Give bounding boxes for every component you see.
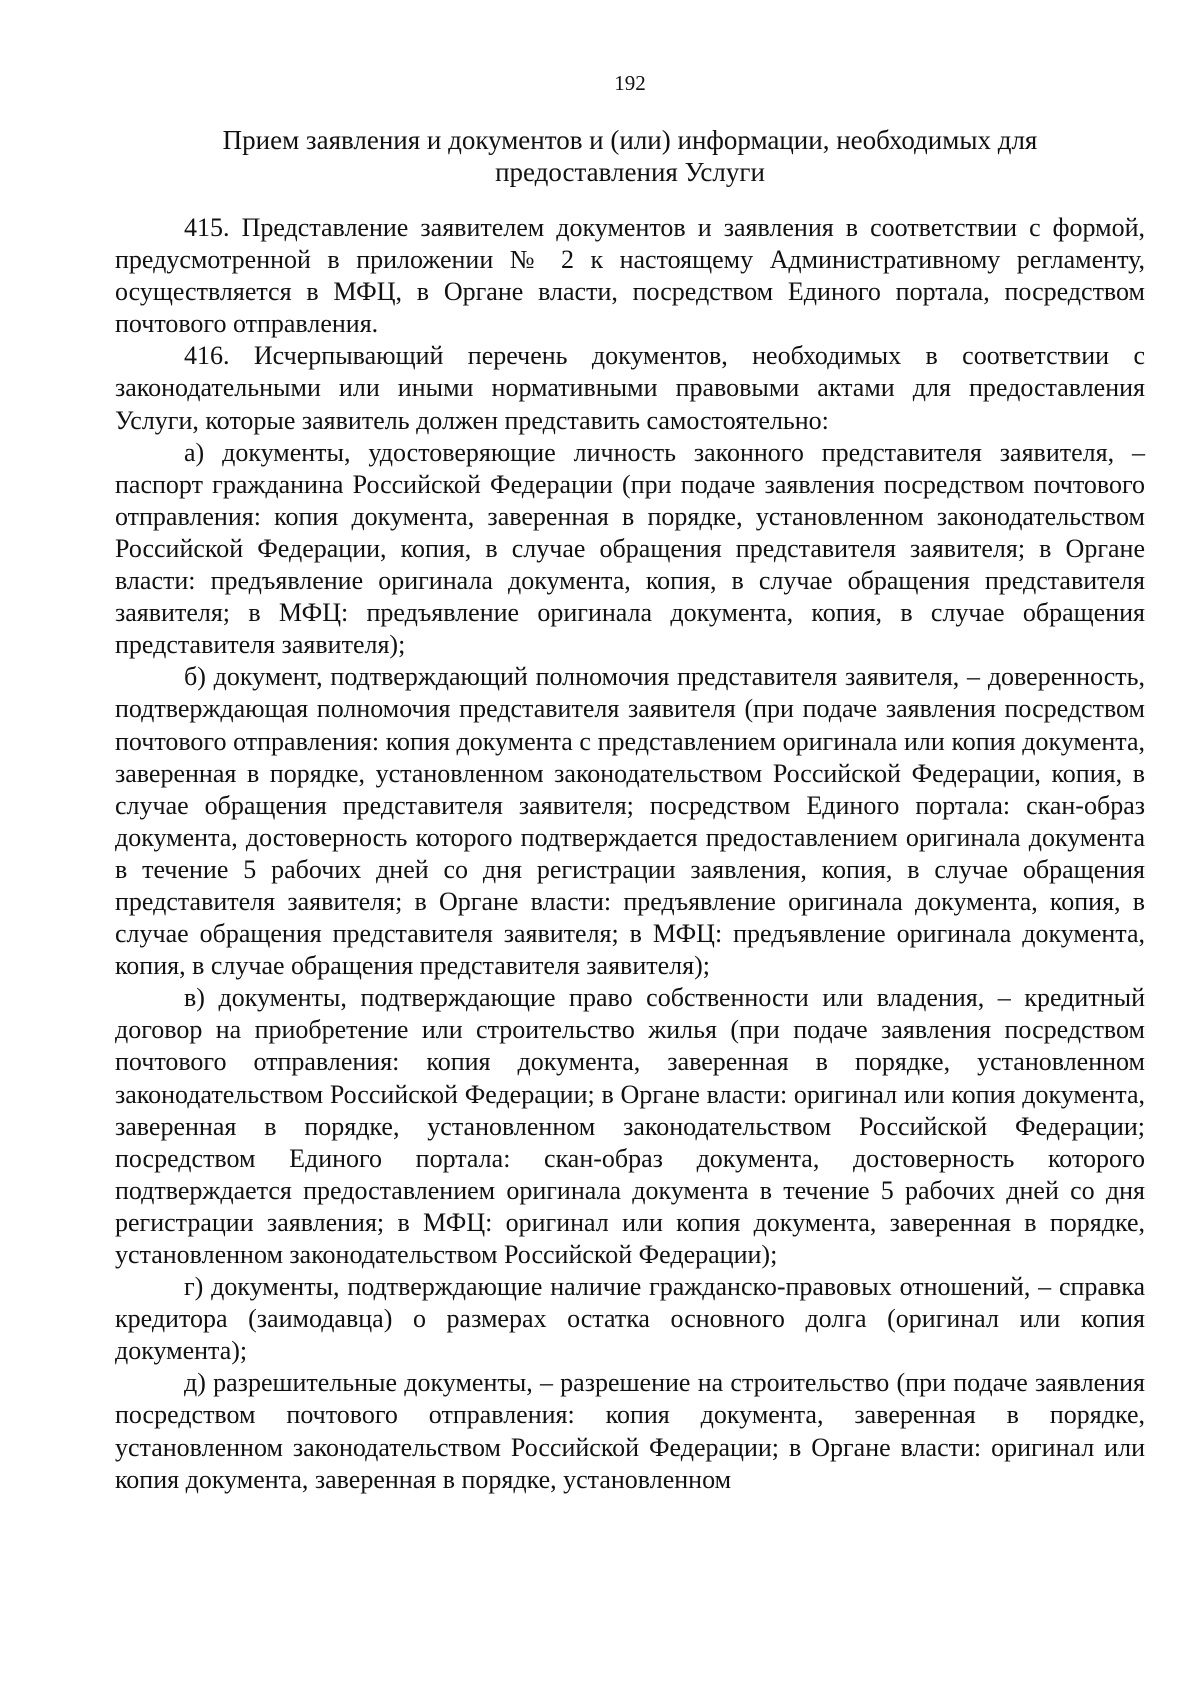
document-body: [115, 212, 1145, 1496]
paragraph-item-b: б) документ, подтверждающий полномочия представителя заявителя, – доверенность, подтверждающая полномочия представителя заявителя (при подаче заявления посредством почтового отправления: копия документа с представлением оригинала или копия документа, заверенная в порядке, установленном законодательством Российской Федерации, копия, в случае обращения представителя заявителя; посредством Единого портала: скан-образ документа, достоверность которого подтверждается предоставлением оригинала документа в течение 5 рабочих дней со дня регистрации заявления, копия, в случае обращения представителя заявителя; в Органе власти: предъявление оригинала документа, копия, в случае обращения представителя заявителя; в МФЦ: предъявление оригинала документа, копия, в случае обращения представителя заявителя);: [115, 662, 1145, 981]
paragraph-415: 415. Представление заявителем документов и заявления в соответствии с формой, предусмотренной в приложении № 2 к настоящему Административному регламенту, осуществляется в МФЦ, в Органе власти, посредством Единого портала, посредством почтового отправления.: [115, 213, 1145, 339]
section-heading: [115, 124, 1145, 188]
paragraph-item-a: а) документы, удостоверяющие личность законного представителя заявителя, – паспорт гражданина Российской Федерации (при подаче заявления посредством почтового отправления: копия документа, заверенная в порядке, установленном законодательством Российской Федерации, копия, в случае обращения представителя заявителя; в Органе власти: предъявление оригинала документа, копия, в случае обращения представителя заявителя; в МФЦ: предъявление оригинала документа, копия, в случае обращения представителя заявителя);: [115, 437, 1145, 660]
paragraph-item-g: г) документы, подтверждающие наличие гражданско-правовых отношений, – справка кредитора (заимодавца) о размерах остатка основного долга (оригинал или копия документа);: [115, 1272, 1145, 1366]
paragraph-item-d: д) разрешительные документы, – разрешение на строительство (при подаче заявления посредством почтового отправления: копия документа, заверенная в порядке, установленном законодательством Российской Федерации; в Органе власти: оригинал или копия документа, заверенная в порядке, установленном: [115, 1368, 1145, 1494]
paragraph-item-v: в) документы, подтверждающие право собственности или владения, – кредитный договор на приобретение или строительство жилья (при подаче заявления посредством почтового отправления: копия документа, заверенная в порядке, установленном законодательством Российской Федерации; в Органе власти: оригинал или копия документа, заверенная в порядке, установленном законодательством Российской Федерации; посредством Единого портала: скан-образ документа, достоверность которого подтверждается предоставлением оригинала документа в течение 5 рабочих дней со дня регистрации заявления; в МФЦ: оригинал или копия документа, заверенная в порядке, установленном законодательством Российской Федерации);: [115, 983, 1145, 1269]
paragraph-416: 416. Исчерпывающий перечень документов, необходимых в соответствии с законодательными или иными нормативными правовыми актами для предоставления Услуги, которые заявитель должен представить самостоятельно:: [115, 341, 1145, 435]
section-heading-line-2: предоставления Услуги: [495, 157, 765, 187]
section-heading-line-1: Прием заявления и документов и (или) информации, необходимых для: [222, 125, 1038, 155]
page-number: 192: [614, 71, 646, 95]
document-page: [115, 0, 1145, 1697]
